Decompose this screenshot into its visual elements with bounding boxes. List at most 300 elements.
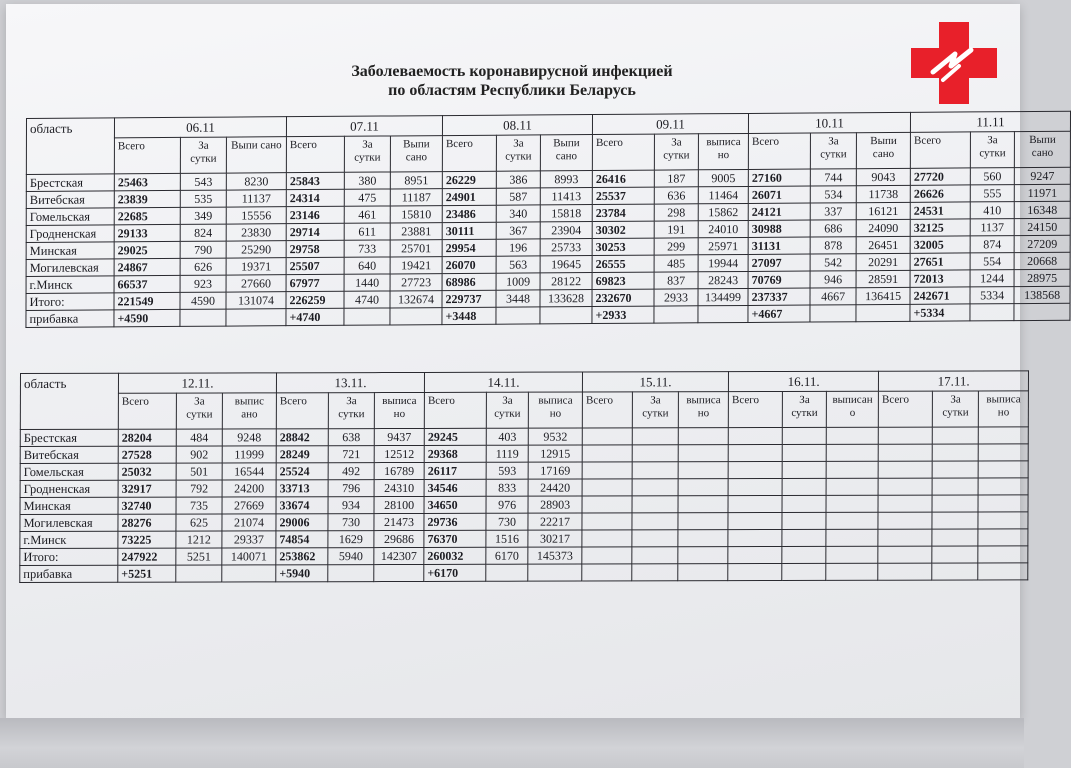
empty-cell [328,565,374,582]
totals-cell: 4590 [180,292,226,309]
title-line-1: Заболеваемость коронавирусной инфекцией [351,63,673,80]
total-cases-cell: 25032 [118,463,176,480]
total-cases-cell: 26229 [442,171,496,188]
recovered-cell: 30217 [528,530,582,547]
per-day-column-header: За сутки [180,137,226,173]
total-cases-cell: 30302 [592,221,654,238]
empty-cell [486,564,528,581]
recovered-cell: 8230 [226,173,286,190]
daily-cases-cell [782,495,826,512]
per-day-column-header: За сутки [810,133,856,169]
daily-cases-cell: 833 [486,479,528,496]
total-cases-cell: 32740 [118,497,176,514]
total-cases-cell: 23839 [114,190,180,207]
recovered-cell: 20291 [856,253,910,270]
date-header: 17.11. [879,371,1029,391]
totals-cell: 4740 [344,291,390,308]
daily-cases-cell: 298 [654,204,698,221]
daily-cases-cell: 824 [180,224,226,241]
daily-cases-cell: 340 [496,205,540,222]
daily-cases-cell: 501 [176,463,222,480]
daily-cases-cell: 593 [486,462,528,479]
daily-cases-cell: 721 [328,446,374,463]
per-day-column-header: За сутки [654,134,698,170]
daily-cases-cell: 640 [344,257,390,274]
total-column-header: Всего [910,132,970,168]
increase-cell: +3448 [442,307,496,324]
empty-cell [810,305,856,322]
recovered-cell: 24200 [222,480,276,497]
total-cases-cell: 24314 [286,189,344,206]
recovered-cell: 27723 [390,274,442,291]
total-cases-cell: 29368 [424,445,486,462]
total-cases-cell: 26117 [424,462,486,479]
sub-header-row [20,391,1028,430]
recovered-cell: 25733 [540,239,592,256]
total-cases-cell: 29714 [286,223,344,240]
daily-cases-cell: 878 [810,237,856,254]
total-cases-cell: 25537 [592,187,654,204]
daily-cases-cell: 1119 [486,445,528,462]
daily-cases-cell [932,461,978,478]
total-cases-cell: 29758 [286,240,344,257]
daily-cases-cell [782,529,826,546]
increase-cell: +5940 [276,565,328,582]
recovered-cell [826,478,878,495]
daily-cases-cell: 410 [970,202,1014,219]
daily-cases-cell: 626 [180,258,226,275]
empty-cell [180,309,226,326]
recovered-cell [678,428,728,445]
region-label: Могилевская [20,514,118,531]
totals-cell: 138568 [1014,286,1070,303]
totals-cell: 247922 [118,548,176,565]
area-column-header: область [26,118,114,175]
totals-cell [978,546,1028,563]
recovered-cell: 24310 [374,479,424,496]
total-cases-cell: 27160 [748,169,810,186]
daily-cases-cell [932,427,978,444]
per-day-column-header: За сутки [970,132,1014,168]
increase-row [20,563,1028,583]
daily-cases-cell: 874 [970,236,1014,253]
total-cases-cell: 25463 [114,173,180,190]
daily-cases-cell: 299 [654,238,698,255]
recovered-cell [826,512,878,529]
daily-cases-cell: 946 [810,271,856,288]
total-cases-cell: 29133 [114,224,180,241]
daily-cases-cell [932,495,978,512]
totals-cell: 136415 [856,287,910,304]
region-label: Гродненская [26,225,114,243]
date-header: 10.11 [749,112,911,133]
daily-cases-cell [932,444,978,461]
total-cases-cell: 28249 [276,446,328,463]
total-cases-cell: 25507 [286,257,344,274]
region-label: Витебская [26,191,114,209]
daily-cases-cell: 535 [180,190,226,207]
recovered-cell: 15862 [698,203,748,220]
daily-cases-cell: 796 [328,480,374,497]
total-column-header: Всего [118,393,176,429]
daily-cases-cell: 484 [176,429,222,446]
daily-cases-cell: 733 [344,240,390,257]
recovered-cell: 16789 [374,462,424,479]
recovered-cell [978,427,1028,444]
daily-cases-cell: 492 [328,463,374,480]
recovered-column-header: выписа но [374,392,424,428]
daily-cases-cell [632,513,678,530]
total-cases-cell: 29954 [442,239,496,256]
daily-cases-cell: 1440 [344,274,390,291]
region-label: Могилевская [26,259,114,277]
totals-cell: 3448 [496,290,540,307]
recovered-cell [826,427,878,444]
daily-cases-cell: 1516 [486,530,528,547]
daily-cases-cell: 563 [496,256,540,273]
empty-cell [1014,303,1070,320]
daily-cases-cell [782,512,826,529]
increase-cell: +5251 [118,565,176,582]
total-column-header: Всего [582,392,632,428]
totals-cell: 134499 [698,288,748,305]
region-label: Гродненская [20,480,118,497]
total-cases-cell: 73225 [118,531,176,548]
recovered-column-header: Выпи сано [856,132,910,168]
total-column-header: Всего [748,133,810,169]
recovered-column-header: Выпи сано [540,135,592,171]
totals-label: Итого: [26,293,114,311]
daily-cases-cell: 790 [180,241,226,258]
date-header: 06.11 [114,117,286,138]
recovered-cell: 8993 [540,171,592,188]
daily-cases-cell [932,478,978,495]
total-cases-cell [728,479,782,496]
region-label: Гомельская [26,208,114,226]
empty-cell [698,305,748,322]
daily-cases-cell: 1212 [176,531,222,548]
totals-cell: 145373 [528,547,582,564]
recovered-cell [678,513,728,530]
recovered-cell: 11971 [1014,184,1070,201]
date-header: 12.11. [118,373,276,393]
daily-cases-cell: 744 [810,169,856,186]
daily-cases-cell [782,444,826,461]
recovered-cell: 9005 [698,169,748,186]
increase-cell [582,564,632,581]
per-day-column-header: За сутки [344,136,390,172]
total-cases-cell: 24531 [910,202,970,219]
total-cases-cell: 23146 [286,206,344,223]
date-header: 15.11. [583,372,729,392]
recovered-cell: 22217 [528,513,582,530]
date-header: 08.11 [442,115,592,136]
empty-cell [226,309,286,326]
recovered-cell: 19371 [226,258,286,275]
incidence-table-2 [19,370,1029,583]
recovered-cell [678,462,728,479]
red-cross-logo-icon [909,20,999,106]
recovered-cell [978,461,1028,478]
recovered-cell [678,479,728,496]
total-column-header: Всего [424,392,486,428]
total-cases-cell [878,495,932,512]
region-label: Брестская [26,174,114,192]
recovered-column-header: Выпи сано [226,137,286,173]
recovered-cell: 25971 [698,237,748,254]
recovered-column-header: Выпи сано [390,136,442,172]
recovered-cell: 19645 [540,256,592,273]
daily-cases-cell: 587 [496,188,540,205]
recovered-cell: 19944 [698,254,748,271]
increase-cell [728,564,782,581]
daily-cases-cell: 976 [486,496,528,513]
daily-cases-cell [782,461,826,478]
per-day-column-header: За сутки [632,392,678,428]
totals-cell: 253862 [276,548,328,565]
daily-cases-cell: 560 [970,168,1014,185]
recovered-cell: 24090 [856,219,910,236]
daily-cases-cell: 1629 [328,531,374,548]
total-cases-cell: 69823 [592,272,654,289]
empty-cell [782,563,826,580]
totals-cell [932,546,978,563]
recovered-column-header: выписа но [678,392,728,428]
empty-cell [344,308,390,325]
daily-cases-cell: 638 [328,429,374,446]
recovered-cell [678,445,728,462]
increase-cell [878,563,932,580]
empty-cell [826,563,878,580]
total-cases-cell [728,462,782,479]
recovered-cell [978,478,1028,495]
recovered-cell [678,530,728,547]
recovered-cell: 28122 [540,273,592,290]
total-cases-cell [582,428,632,445]
recovered-cell: 25701 [390,240,442,257]
recovered-cell [678,496,728,513]
daily-cases-cell [932,512,978,529]
total-cases-cell: 23784 [592,204,654,221]
total-cases-cell [728,428,782,445]
area-column-header: область [20,373,118,429]
recovered-column-header: выписа но [978,391,1028,427]
recovered-cell: 12915 [528,445,582,462]
recovered-cell: 16348 [1014,201,1070,218]
recovered-cell: 21473 [374,513,424,530]
total-cases-cell: 72013 [910,270,970,287]
date-header: 16.11. [729,371,879,391]
per-day-column-header: За сутки [486,392,528,428]
document-title [0,62,1024,100]
total-cases-cell: 29025 [114,241,180,258]
empty-cell [632,564,678,581]
total-cases-cell: 30111 [442,222,496,239]
total-cases-cell [582,462,632,479]
daily-cases-cell: 196 [496,239,540,256]
totals-cell [632,547,678,564]
daily-cases-cell [632,445,678,462]
daily-cases-cell: 636 [654,187,698,204]
total-cases-cell [582,513,632,530]
recovered-cell: 15556 [226,207,286,224]
recovered-cell [826,529,878,546]
increase-label: прибавка [20,565,118,582]
empty-cell [978,563,1028,580]
total-cases-cell: 70769 [748,271,810,288]
region-label: Минская [20,497,118,514]
empty-cell [678,564,728,581]
date-header: 07.11 [286,116,442,137]
increase-cell: +4740 [286,308,344,325]
recovered-cell [826,461,878,478]
empty-cell [496,307,540,324]
date-header: 14.11. [424,372,582,392]
total-cases-cell: 66537 [114,275,180,292]
increase-cell: +4590 [114,309,180,326]
recovered-cell: 26451 [856,236,910,253]
total-cases-cell: 27097 [748,254,810,271]
recovered-cell: 12512 [374,445,424,462]
daily-cases-cell [632,462,678,479]
recovered-cell: 9437 [374,428,424,445]
total-cases-cell: 32917 [118,480,176,497]
daily-cases-cell: 735 [176,497,222,514]
totals-cell: 5251 [176,548,222,565]
totals-cell: 229737 [442,290,496,307]
totals-cell: 237337 [748,288,810,305]
total-cases-cell [728,496,782,513]
recovered-cell: 11738 [856,185,910,202]
recovered-cell: 23881 [390,223,442,240]
daily-cases-cell: 730 [328,514,374,531]
recovered-cell: 20668 [1014,252,1070,269]
per-day-column-header: За сутки [496,135,540,171]
region-label: г.Минск [20,531,118,548]
total-cases-cell: 25524 [276,463,328,480]
daily-cases-cell: 1244 [970,270,1014,287]
date-header: 13.11. [276,372,424,392]
per-day-column-header: За сутки [782,391,826,427]
empty-cell [654,306,698,323]
recovered-cell: 24010 [698,220,748,237]
totals-cell: 131074 [226,292,286,309]
total-cases-cell: 26555 [592,255,654,272]
recovered-cell: 28975 [1014,269,1070,286]
total-cases-cell [582,479,632,496]
total-cases-cell: 24121 [748,203,810,220]
total-cases-cell: 28276 [118,514,176,531]
recovered-cell: 19421 [390,257,442,274]
total-cases-cell: 34650 [424,496,486,513]
total-cases-cell [582,445,632,462]
totals-label: Итого: [20,548,118,565]
recovered-cell: 24150 [1014,218,1070,235]
daily-cases-cell: 625 [176,514,222,531]
table-surface [0,718,1024,768]
total-cases-cell: 29245 [424,428,486,445]
totals-cell: 221549 [114,292,180,309]
total-cases-cell: 26071 [748,186,810,203]
daily-cases-cell [632,496,678,513]
date-header-row [20,371,1028,394]
recovered-cell: 28100 [374,496,424,513]
recovered-cell: 11137 [226,190,286,207]
recovered-cell: 25290 [226,241,286,258]
total-cases-cell: 74854 [276,531,328,548]
recovered-cell: 16121 [856,202,910,219]
totals-cell: 133628 [540,290,592,307]
daily-cases-cell: 485 [654,255,698,272]
daily-cases-cell [632,530,678,547]
recovered-cell [978,444,1028,461]
total-cases-cell [878,444,932,461]
recovered-column-header: выпис ано [222,393,276,429]
recovered-cell: 28903 [528,496,582,513]
totals-cell: 2933 [654,289,698,306]
recovered-cell: 16544 [222,463,276,480]
total-cases-cell [728,530,782,547]
per-day-column-header: За сутки [176,393,222,429]
totals-cell: 232670 [592,289,654,306]
total-column-header: Всего [728,392,782,428]
title-line-2: по областям Республики Беларусь [388,82,636,99]
daily-cases-cell: 611 [344,223,390,240]
recovered-cell [826,444,878,461]
recovered-cell: 28591 [856,270,910,287]
recovered-cell: 15810 [390,206,442,223]
total-cases-cell [878,478,932,495]
total-cases-cell: 28204 [118,429,176,446]
daily-cases-cell: 902 [176,446,222,463]
totals-cell [782,546,826,563]
total-column-header: Всего [442,135,496,171]
increase-cell: +2933 [592,306,654,323]
recovered-cell: 23830 [226,224,286,241]
daily-cases-cell: 187 [654,170,698,187]
recovered-cell: 27669 [222,497,276,514]
empty-cell [932,563,978,580]
region-label: г.Минск [26,276,114,294]
daily-cases-cell: 461 [344,206,390,223]
totals-cell: 6170 [486,547,528,564]
daily-cases-cell [782,478,826,495]
total-cases-cell: 32005 [910,236,970,253]
empty-cell [176,565,222,582]
total-cases-cell: 26626 [910,185,970,202]
daily-cases-cell: 337 [810,203,856,220]
totals-cell [878,546,932,563]
increase-cell: +5334 [910,304,970,321]
total-column-header: Всего [878,391,932,427]
recovered-cell: 9532 [528,428,582,445]
daily-cases-cell: 534 [810,186,856,203]
total-cases-cell: 33713 [276,480,328,497]
increase-cell: +6170 [424,564,486,581]
recovered-column-header: выписа но [528,392,582,428]
empty-cell [970,304,1014,321]
recovered-cell [978,512,1028,529]
daily-cases-cell: 792 [176,480,222,497]
total-cases-cell: 25843 [286,172,344,189]
total-cases-cell: 22685 [114,207,180,224]
recovered-cell: 24420 [528,479,582,496]
total-cases-cell: 24901 [442,188,496,205]
daily-cases-cell: 367 [496,222,540,239]
recovered-cell [978,495,1028,512]
empty-cell [374,564,424,581]
recovered-cell: 29686 [374,530,424,547]
